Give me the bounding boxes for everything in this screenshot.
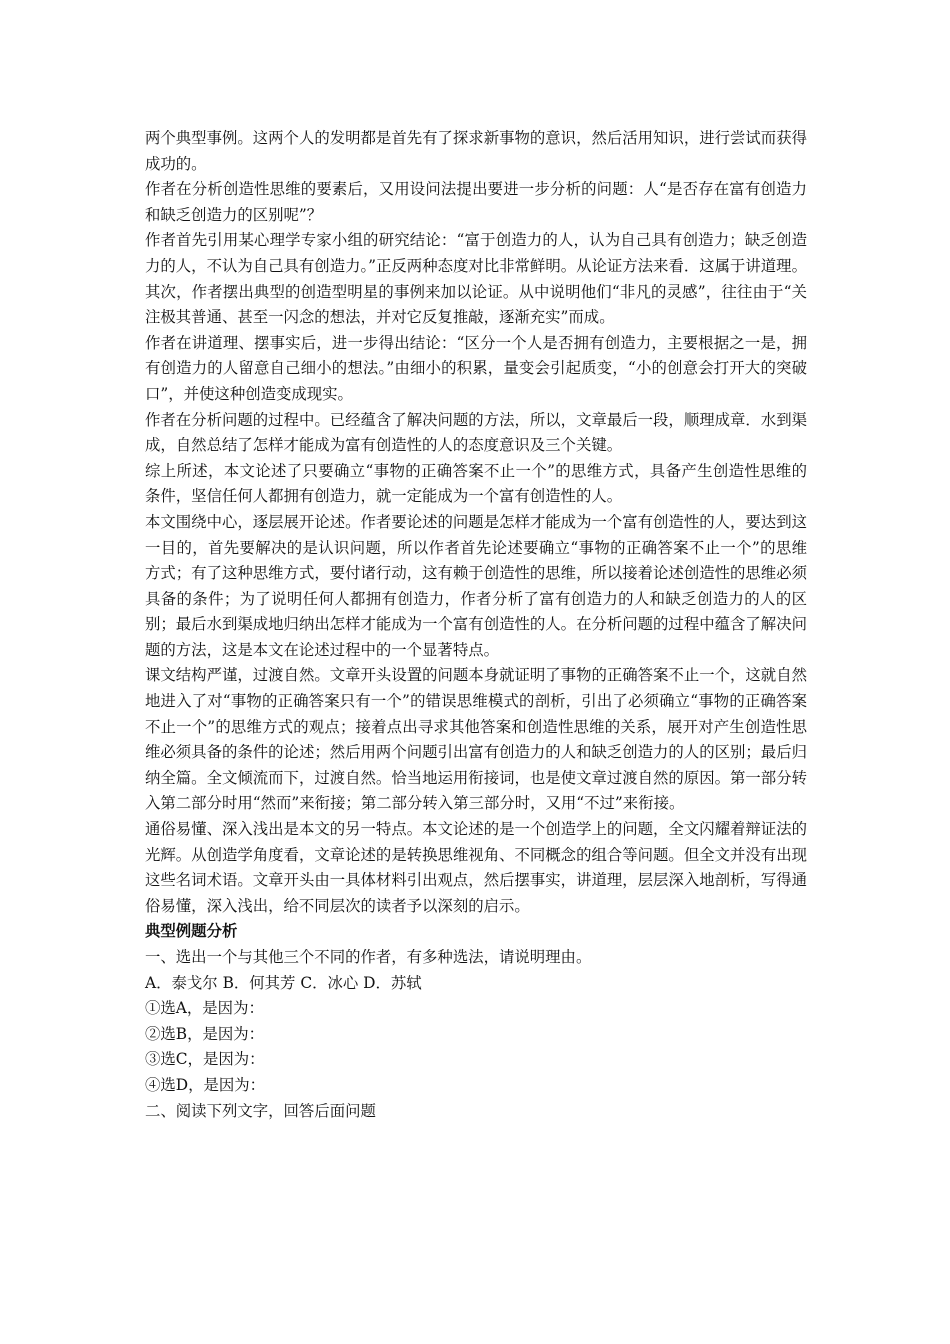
body-paragraph: 综上所述，本文论述了只要确立“事物的正确答案不止一个”的思维方式，具备产生创造性思维的条件，坚信任何人都拥有创造力，就一定能成为一个富有创造性的人。 — [145, 461, 807, 506]
body-paragraph: 作者在分析创造性思维的要素后，又用设问法提出要进一步分析的问题：人“是否存在富有创造力和缺乏创造力的区别呢”？ — [145, 180, 807, 224]
body-paragraph: 作者首先引用某心理学专家小组的研究结论：“富于创造力的人，认为自己具有创造力；缺乏创造力的人，不认为自己具有创造力。”正反两种态度对比非常鲜明。从论证方法来看．这属于讲道理。 — [145, 231, 807, 275]
body-paragraph: 课文结构严谨，过渡自然。文章开头设置的问题本身就证明了事物的正确答案不止一个，这就自然地进入了对“事物的正确答案只有一个”的错误思维模式的剖析，引出了必须确立“事物的正确答案不止一个”的思维方式的观点；接着点出寻求其他答案和创造性思维的关系，展开对产生创造性思维必须具备的条件的论述；然后用两个问题引出富有创造力的人和缺乏创造力的人的区别；最后归纳全篇。全文倾流而下，过渡自然。恰当地运用衔接词，也是使文章过渡自然的原因。第一部分转入第二部分时用“然而”来衔接；第二部分转入第三部分时，又用“不过”来衔接。 — [145, 666, 807, 813]
answer-line-b: ②选B，是因为： — [145, 1024, 265, 1043]
body-paragraph: 本文围绕中心，逐层展开论述。作者要论述的问题是怎样才能成为一个富有创造性的人，要达到这一目的，首先要解决的是认识问题，所以作者首先论述要确立“事物的正确答案不止一个”的思维方式；有了这种思维方式，要付诸行动，这有赖于创造性的思维，所以接着论述创造性的思维必须具备的条件；为了说明任何人都拥有创造力，作者分析了富有创造力的人和缺乏创造力的人的区别；最后水到渠成地归纳出怎样才能成为一个富有创造性的人。在分析问题的过程中蕴含了解决问题的方法，这是本文在论述过程中的一个显著特点。 — [145, 512, 807, 659]
document-page — [145, 126, 807, 1124]
question-1-prompt: 一、选出一个与其他三个不同的作者，有多种选法，请说明理由。 — [145, 948, 592, 966]
answer-line-d: ④选D，是因为： — [145, 1075, 266, 1094]
body-paragraph: 两个典型事例。这两个人的发明都是首先有了探求新事物的意识，然后活用知识，进行尝试而获得成功的。 — [145, 129, 807, 173]
body-paragraph: 其次，作者摆出典型的创造型明星的事例来加以论证。从中说明他们“非凡的灵感”，往往由于“关注极其普通、甚至一闪念的想法，并对它反复推敲，逐渐充实”而成。 — [145, 282, 807, 327]
body-paragraph: 通俗易懂、深入浅出是本文的另一特点。本文论述的是一个创造学上的问题，全文闪耀着辩证法的光辉。从创造学角度看，文章论述的是转换思维视角、不同概念的组合等问题。但全文并没有出现这些名词术语。文章开头由一具体材料引出观点，然后摆事实，讲道理，层层深入地剖析，写得通俗易懂，深入浅出，给不同层次的读者予以深刻的启示。 — [145, 820, 807, 915]
body-paragraph: 作者在分析问题的过程中。已经蕴含了解决问题的方法，所以，文章最后一段，顺理成章．水到渠成，自然总结了怎样才能成为富有创造性的人的态度意识及三个关键。 — [145, 410, 807, 455]
section-heading: 典型例题分析 — [145, 922, 238, 941]
question-2-prompt: 二、阅读下列文字，回答后面问题 — [145, 1101, 376, 1120]
question-1-options: A．泰戈尔 B．何其芳 C．冰心 D．苏轼 — [145, 973, 422, 992]
answer-line-c: ③选C，是因为： — [145, 1050, 265, 1069]
body-paragraph: 作者在讲道理、摆事实后，进一步得出结论：“区分一个人是否拥有创造力，主要根据之一是，拥有创造力的人留意自己细小的想法。”由细小的积累，量变会引起质变，“小的创意会打开大的突破口”，并使这种创造变成现实。 — [145, 333, 807, 403]
answer-line-a: ①选A，是因为： — [145, 999, 264, 1018]
